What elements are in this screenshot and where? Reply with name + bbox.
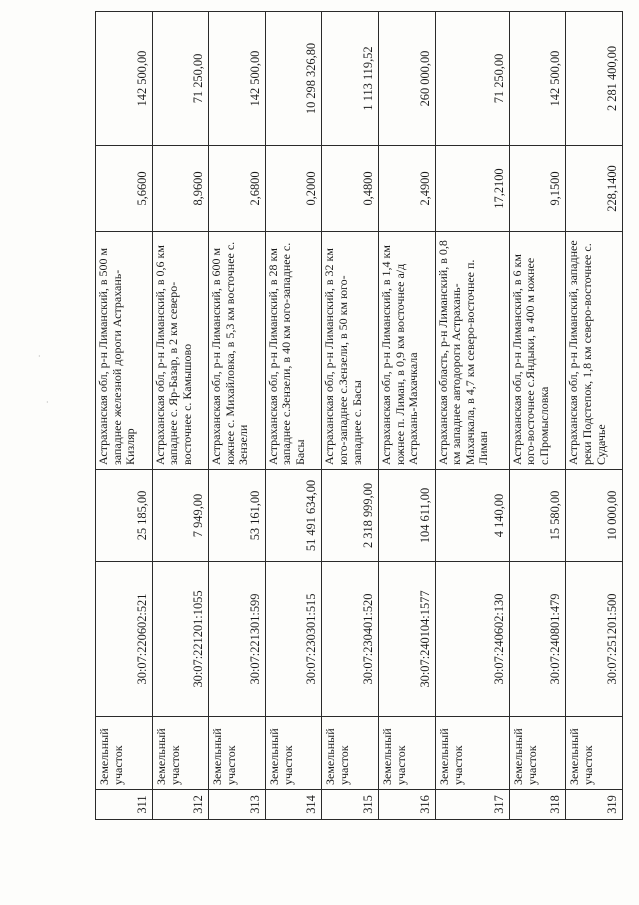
area-value-cell: 7 949,00: [152, 470, 209, 562]
address-cell: Астраханская обл, р-н Лиманский, в 6 км юго-восточнее с.Яндыки, в 400 м южнее с.Промысловка: [509, 232, 566, 470]
cost-value-cell: 10 298 326,80: [265, 12, 322, 146]
area-value-cell: 15 580,00: [509, 470, 566, 562]
cadastral-number-cell: 30:07:240104:1577: [378, 562, 435, 717]
object-type-cell: Земельный участок: [509, 717, 566, 790]
address-cell: Астраханская область, р-н Лиманский, в 0,8 км западнее автодороги Астрахань-Махачкала, в 4,7 км северо-восточнее п. Лиман: [435, 232, 509, 470]
cadastral-number-cell: 30:07:221201:1055: [152, 562, 209, 717]
rotated-table-container: [95, 12, 623, 820]
object-type-cell: Земельный участок: [96, 717, 153, 790]
area-share-cell: 2,4900: [378, 146, 435, 232]
cost-value-cell: 2 281 400,00: [566, 12, 623, 146]
area-value-cell: 25 185,00: [96, 470, 153, 562]
row-number-cell: 312: [152, 790, 209, 820]
scan-speck: ·: [46, 398, 49, 407]
object-type-cell: Земельный участок: [378, 717, 435, 790]
row-number-cell: 316: [378, 790, 435, 820]
address-cell: Астраханская обл, р-н Лиманский, в 600 м южнее с. Михайловка, в 5,3 км восточнее с. Зензели: [209, 232, 266, 470]
cost-value-cell: 1 113 119,52: [322, 12, 379, 146]
address-cell: Астраханская обл, р-н Лиманский, в 1,4 км южнее п. Лиман, в 0,9 км восточнее а/д Астрахань-Махачкала: [378, 232, 435, 470]
table-row: [322, 12, 379, 820]
cost-value-cell: 260 000,00: [378, 12, 435, 146]
area-value-cell: 51 491 634,00: [265, 470, 322, 562]
object-type-cell: Земельный участок: [265, 717, 322, 790]
area-share-cell: 8,9600: [152, 146, 209, 232]
object-type-cell: Земельный участок: [152, 717, 209, 790]
object-type-cell: Земельный участок: [209, 717, 266, 790]
row-number-cell: 318: [509, 790, 566, 820]
area-share-cell: 0,4800: [322, 146, 379, 232]
area-share-cell: 5,6600: [96, 146, 153, 232]
cost-value-cell: 142 500,00: [96, 12, 153, 146]
table-row: [96, 12, 153, 820]
row-number-cell: 317: [435, 790, 509, 820]
row-number-cell: 319: [566, 790, 623, 820]
table-row: [566, 12, 623, 820]
address-cell: Астраханская обл, р-н Лиманский, в 0,6 км западнее с. Яр-Базар, в 2 км северо-восточнее с. Камышово: [152, 232, 209, 470]
area-share-cell: 228,1400: [566, 146, 623, 232]
object-type-cell: Земельный участок: [566, 717, 623, 790]
area-value-cell: 10 000,00: [566, 470, 623, 562]
cadastral-number-cell: 30:07:230301:515: [265, 562, 322, 717]
cadastral-number-cell: 30:07:240602:130: [435, 562, 509, 717]
area-value-cell: 2 318 999,00: [322, 470, 379, 562]
area-value-cell: 104 611,00: [378, 470, 435, 562]
address-cell: Астраханская обл, р-н Лиманский, в 32 км юго-западнее с.Зензели, в 50 км юго-западнее с. Басы: [322, 232, 379, 470]
cadastral-number-cell: 30:07:220602:521: [96, 562, 153, 717]
cadastral-number-cell: 30:07:230401:520: [322, 562, 379, 717]
row-number-cell: 311: [96, 790, 153, 820]
cost-value-cell: 71 250,00: [152, 12, 209, 146]
row-number-cell: 314: [265, 790, 322, 820]
cost-value-cell: 142 500,00: [209, 12, 266, 146]
table-body: [96, 12, 623, 820]
area-share-cell: 17,2100: [435, 146, 509, 232]
land-plots-table: [95, 11, 623, 820]
cost-value-cell: 71 250,00: [435, 12, 509, 146]
row-number-cell: 315: [322, 790, 379, 820]
cadastral-number-cell: 30:07:251201:500: [566, 562, 623, 717]
object-type-cell: Земельный участок: [435, 717, 509, 790]
table-row: [509, 12, 566, 820]
cost-value-cell: 142 500,00: [509, 12, 566, 146]
table-row: [265, 12, 322, 820]
object-type-cell: Земельный участок: [322, 717, 379, 790]
area-share-cell: 0,2000: [265, 146, 322, 232]
row-number-cell: 313: [209, 790, 266, 820]
area-value-cell: 4 140,00: [435, 470, 509, 562]
cadastral-number-cell: 30:07:221301:599: [209, 562, 266, 717]
table-row: [152, 12, 209, 820]
table-row: [435, 12, 509, 820]
area-share-cell: 2,6800: [209, 146, 266, 232]
table-row: [209, 12, 266, 820]
address-cell: Астраханская обл, р-н Лиманский, в 28 км западнее с.Зензели, в 40 км юго-западнее с. Басы: [265, 232, 322, 470]
area-share-cell: 9,1500: [509, 146, 566, 232]
table-row: [378, 12, 435, 820]
scan-speck: ·: [38, 352, 41, 361]
area-value-cell: 53 161,00: [209, 470, 266, 562]
address-cell: Астраханская обл, р-н Лиманский, в 500 м западнее железной дороги Астрахань-Кизляр: [96, 232, 153, 470]
cadastral-number-cell: 30:07:240801:479: [509, 562, 566, 717]
address-cell: Астраханская обл, р-н Лиманский, западнее реки Подстепок, 1,8 км северо-восточнее с. Судачье: [566, 232, 623, 470]
